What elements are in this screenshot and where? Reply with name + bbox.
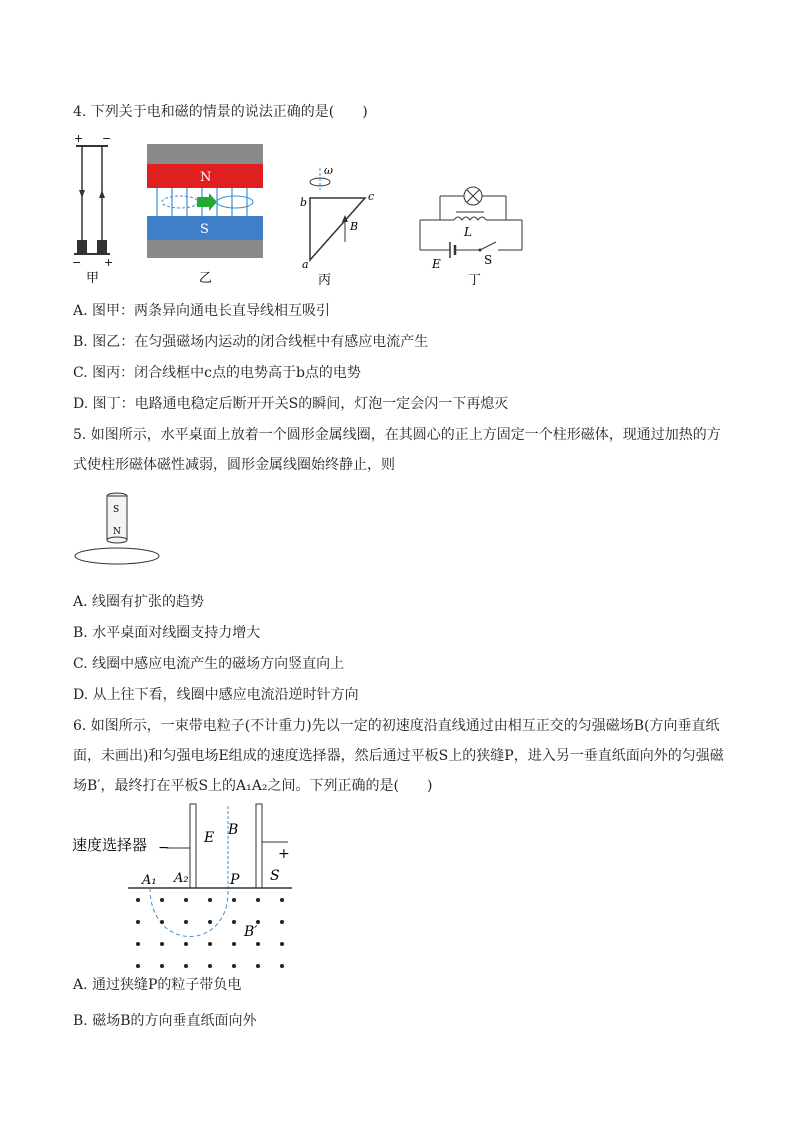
ding-label-E: E <box>432 257 441 271</box>
yi-south-label: S <box>200 222 209 237</box>
yi-north-label: N <box>200 170 212 185</box>
q6-stem-line1: 6. 如图所示，一束带电粒子(不计重力)先以一定的初速度沿直线通过由相互正交的匀强磁场B(方向垂直纸 <box>73 718 720 734</box>
jia-minus-top: − <box>102 132 112 145</box>
q5-option-c[interactable]: C. 线圈中感应电流产生的磁场方向竖直向上 <box>73 656 345 672</box>
magnet-south: S <box>113 505 120 515</box>
q5-figure <box>70 490 165 570</box>
yi-top-plate <box>147 144 263 166</box>
jia-plus-top: + <box>74 132 84 145</box>
q5-stem-line1: 5. 如图所示，水平桌面上放着一个圆形金属线圈，在其圆心的正上方固定一个柱形磁体，现通过加热的方 <box>73 427 721 443</box>
q4-option-a[interactable]: A. 图甲：两条异向通电长直导线相互吸引 <box>73 303 331 319</box>
jia-plus-bottom: + <box>104 256 114 269</box>
q6-stem-line2: 面，未画出)和匀强电场E组成的速度选择器，然后通过平板S上的狭缝P，进入另一垂直纸面向外的匀强磁 <box>73 748 724 764</box>
q5-stem-line2: 式使柱形磁体磁性减弱，圆形金属线圈始终静止，则 <box>73 457 395 473</box>
q5-option-a[interactable]: A. 线圈有扩张的趋势 <box>73 594 205 610</box>
label-Bprime: B′ <box>244 924 258 940</box>
label-E: E <box>204 830 215 846</box>
yi-bottom-plate <box>147 240 263 258</box>
jia-minus-bottom: − <box>72 256 82 269</box>
q5-option-d[interactable]: D. 从上往下看，线圈中感应电流沿逆时针方向 <box>73 687 359 703</box>
bing-omega: ω <box>324 164 333 177</box>
bing-label-B: B <box>350 220 359 233</box>
plate-left <box>190 804 196 888</box>
q4-figure-ding <box>418 180 528 288</box>
plate-right <box>256 804 262 888</box>
yi-arrow-icon <box>197 193 217 211</box>
magnet-north: N <box>113 527 121 537</box>
ding-caption: 丁 <box>468 273 482 288</box>
q4-figure-yi <box>145 140 265 288</box>
selector-label: 速度选择器 <box>72 836 148 854</box>
q5-option-b[interactable]: B. 水平桌面对线圈支持力增大 <box>73 625 261 641</box>
jia-arrow-up <box>99 190 105 198</box>
ding-label-L: L <box>464 225 472 239</box>
q6-option-b[interactable]: B. 磁场B的方向垂直纸面向外 <box>73 1013 257 1029</box>
label-A1: A₁ <box>142 873 157 888</box>
bing-label-a: a <box>302 258 309 271</box>
jia-coil-right <box>97 240 107 254</box>
bing-label-b: b <box>300 196 308 209</box>
label-P: P <box>230 872 240 888</box>
yi-loop-left <box>162 196 198 208</box>
selector-minus: − <box>158 840 170 856</box>
bing-caption: 丙 <box>318 273 332 288</box>
ding-inductor-icon <box>454 217 486 220</box>
ding-switch-icon <box>480 242 496 250</box>
jia-caption: 甲 <box>86 271 100 285</box>
q6-option-a[interactable]: A. 通过狭缝P的粒子带负电 <box>73 977 242 993</box>
q4-option-b[interactable]: B. 图乙：在匀强磁场内运动的闭合线框中有感应电流产生 <box>73 334 429 350</box>
yi-loop-right <box>217 196 253 208</box>
field-dots-Bprime <box>136 898 284 968</box>
q6-figure <box>70 802 300 972</box>
selector-plus: + <box>278 846 290 862</box>
jia-coil-left <box>77 240 87 254</box>
q4-figure-jia <box>68 130 118 285</box>
q4-option-c[interactable]: C. 图丙：闭合线框中c点的电势高于b点的电势 <box>73 365 361 381</box>
metal-coil <box>75 548 159 564</box>
label-A2: A₂ <box>174 871 189 886</box>
label-B: B <box>228 822 239 838</box>
particle-trajectory <box>150 888 228 937</box>
q4-option-d[interactable]: D. 图丁：电路通电稳定后断开开关S的瞬间，灯泡一定会闪一下再熄灭 <box>73 396 509 412</box>
label-S: S <box>270 868 280 884</box>
q4-figure-bing <box>290 160 380 288</box>
jia-arrow-down <box>79 190 85 198</box>
yi-caption: 乙 <box>199 271 213 286</box>
q4-stem: 4. 下列关于电和磁的情景的说法正确的是( ) <box>73 104 368 120</box>
q6-stem-line3: 场B′，最终打在平板S上的A₁A₂之间。下列正确的是( ) <box>73 778 433 794</box>
ding-label-S: S <box>484 253 493 267</box>
bing-label-c: c <box>368 190 375 203</box>
